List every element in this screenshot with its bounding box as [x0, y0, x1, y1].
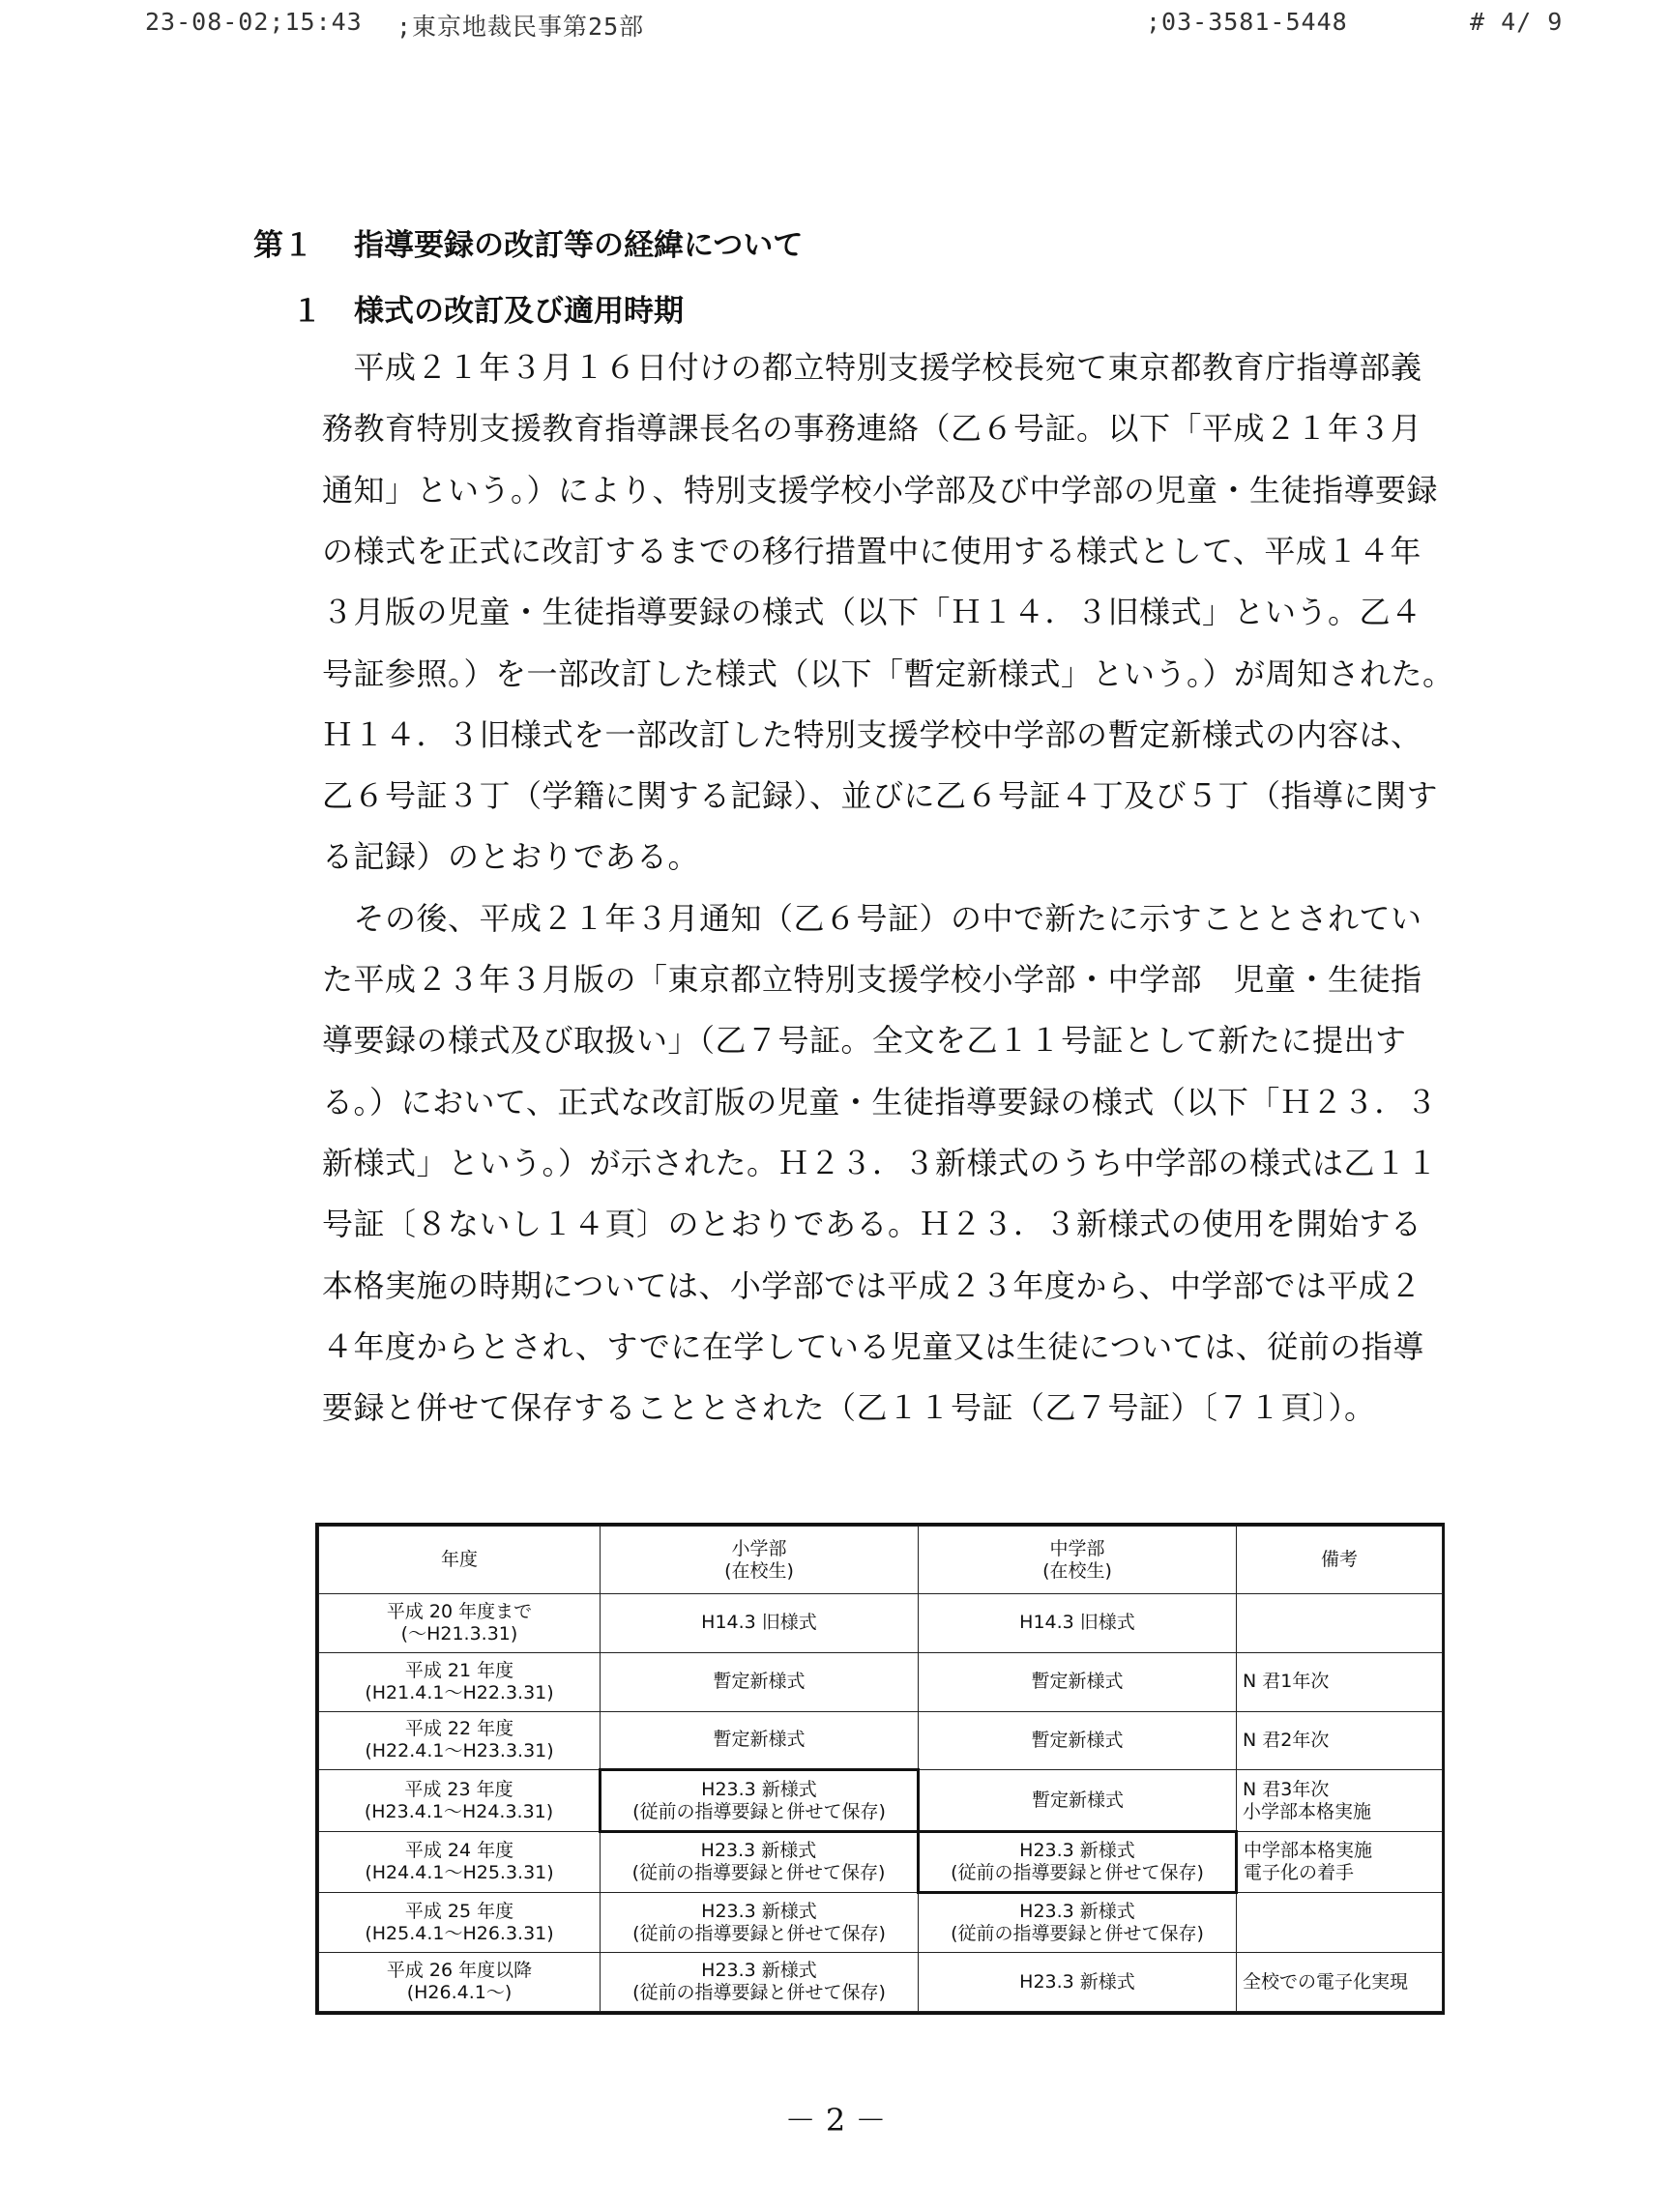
- cell-elementary: H14.3 旧様式: [601, 1594, 919, 1653]
- cell-elementary: H23.3 新様式 (従前の指導要録と併せて保存): [601, 1831, 919, 1892]
- cell-year: 平成 21 年度 (H21.4.1～H22.3.31): [319, 1652, 601, 1711]
- cell-year: 平成 24 年度 (H24.4.1～H25.3.31): [319, 1831, 601, 1892]
- fax-date-time: 23-08-02;15:43: [145, 8, 363, 36]
- cell-junior: 暫定新様式: [919, 1770, 1237, 1831]
- text-line: る。）において、正式な改訂版の児童・生徒指導要録の様式（以下「Ｈ２３．３: [322, 1083, 1438, 1121]
- text-line: 務教育特別支援教育指導課長名の事務連絡（乙６号証。以下「平成２１年３月: [322, 410, 1422, 448]
- cell-elementary: H23.3 新様式 (従前の指導要録と併せて保存): [601, 1770, 919, 1831]
- table-row: [319, 1893, 1443, 1953]
- text-line: ３月版の児童・生徒指導要録の様式（以下「Ｈ１４．３旧様式」という。乙４: [322, 594, 1422, 631]
- text-line: その後、平成２１年３月通知（乙６号証）の中で新たに示すこととされてい: [322, 899, 1422, 937]
- table-row: [319, 1953, 1443, 2012]
- text-line: 導要録の様式及び取扱い」（乙７号証。全文を乙１１号証として新たに提出す: [322, 1022, 1407, 1060]
- header-notes: 備考: [1237, 1527, 1443, 1594]
- text-line: 号証参照。）を一部改訂した様式（以下「暫定新様式」という。）が周知された。: [322, 655, 1454, 692]
- fax-phone: ;03-3581-5448: [1146, 8, 1348, 36]
- cell-junior: H23.3 新様式 (従前の指導要録と併せて保存): [919, 1893, 1237, 1953]
- subsection-title: 様式の改訂及び適用時期: [354, 294, 684, 329]
- cell-elementary: H23.3 新様式 (従前の指導要録と併せて保存): [601, 1893, 919, 1953]
- cell-notes: [1237, 1893, 1443, 1953]
- text-line: ４年度からとされ、すでに在学している児童又は生徒については、従前の指導: [322, 1327, 1424, 1365]
- cell-junior: H23.3 新様式: [919, 1953, 1237, 2012]
- cell-notes: N 君2年次: [1237, 1711, 1443, 1770]
- cell-year: 平成 25 年度 (H25.4.1～H26.3.31): [319, 1893, 601, 1953]
- text-line: 乙６号証３丁（学籍に関する記録）、並びに乙６号証４丁及び５丁（指導に関す: [322, 777, 1439, 815]
- table-row: [319, 1594, 1443, 1653]
- cell-elementary: 暫定新様式: [601, 1711, 919, 1770]
- history-table: [315, 1523, 1445, 2015]
- section-number: 第１: [253, 228, 313, 263]
- cell-junior: H14.3 旧様式: [919, 1594, 1237, 1653]
- text-line: 平成２１年３月１６日付けの都立特別支援学校長宛て東京都教育庁指導部義: [322, 349, 1422, 386]
- cell-notes: N 君3年次 小学部本格実施: [1237, 1770, 1443, 1831]
- cell-junior: 暫定新様式: [919, 1652, 1237, 1711]
- text-line: る記録）のとおりである。: [322, 838, 700, 876]
- fax-sender: ;東京地裁民事第25部: [396, 13, 645, 41]
- cell-notes: N 君1年次: [1237, 1652, 1443, 1711]
- text-line: 要録と併せて保存することとされた（乙１１号証（乙７号証）〔７１頁〕）。: [322, 1389, 1376, 1427]
- table-row: [319, 1711, 1443, 1770]
- cell-junior: 暫定新様式: [919, 1711, 1237, 1770]
- text-line: た平成２３年３月版の「東京都立特別支援学校小学部・中学部 児童・生徒指: [322, 961, 1422, 998]
- fax-header: [0, 8, 1671, 41]
- table-header-row: [319, 1527, 1443, 1594]
- cell-year: 平成 22 年度 (H22.4.1～H23.3.31): [319, 1711, 601, 1770]
- text-line: 新様式」という。）が示された。Ｈ２３．３新様式のうち中学部の様式は乙１１: [322, 1144, 1439, 1181]
- cell-notes: [1237, 1594, 1443, 1653]
- cell-elementary: 暫定新様式: [601, 1652, 919, 1711]
- text-line: の様式を正式に改訂するまでの移行措置中に使用する様式として、平成１４年: [322, 532, 1422, 569]
- cell-year: 平成 26 年度以降 (H26.4.1～): [319, 1953, 601, 2012]
- cell-junior: H23.3 新様式 (従前の指導要録と併せて保存): [919, 1831, 1237, 1892]
- text-line: Ｈ１４．３旧様式を一部改訂した特別支援学校中学部の暫定新様式の内容は、: [322, 715, 1422, 753]
- cell-elementary: H23.3 新様式 (従前の指導要録と併せて保存): [601, 1953, 919, 2012]
- table-row: [319, 1831, 1443, 1892]
- header-year: 年度: [319, 1527, 601, 1594]
- fax-page-count: # 4/ 9: [1470, 8, 1564, 36]
- page-number: － 2 －: [784, 2102, 887, 2139]
- cell-notes: 全校での電子化実現: [1237, 1953, 1443, 2012]
- subsection-number: １: [292, 294, 322, 329]
- subsection-heading: [292, 286, 684, 330]
- cell-year: 平成 20 年度まで (～H21.3.31): [319, 1594, 601, 1653]
- text-line: 通知」という。）により、特別支援学校小学部及び中学部の児童・生徒指導要録: [322, 471, 1439, 509]
- cell-year: 平成 23 年度 (H23.4.1～H24.3.31): [319, 1770, 601, 1831]
- text-line: 本格実施の時期については、小学部では平成２３年度から、中学部では平成２: [322, 1266, 1422, 1304]
- section-title: 指導要録の改訂等の経緯について: [354, 228, 804, 263]
- header-elementary: 小学部 (在校生): [601, 1527, 919, 1594]
- table-row: [319, 1652, 1443, 1711]
- cell-notes: 中学部本格実施 電子化の着手: [1237, 1831, 1443, 1892]
- header-junior: 中学部 (在校生): [919, 1527, 1237, 1594]
- table-row: [319, 1770, 1443, 1831]
- text-line: 号証〔８ないし１４頁〕のとおりである。Ｈ２３．３新様式の使用を開始する: [322, 1206, 1422, 1243]
- section-heading: [253, 220, 803, 264]
